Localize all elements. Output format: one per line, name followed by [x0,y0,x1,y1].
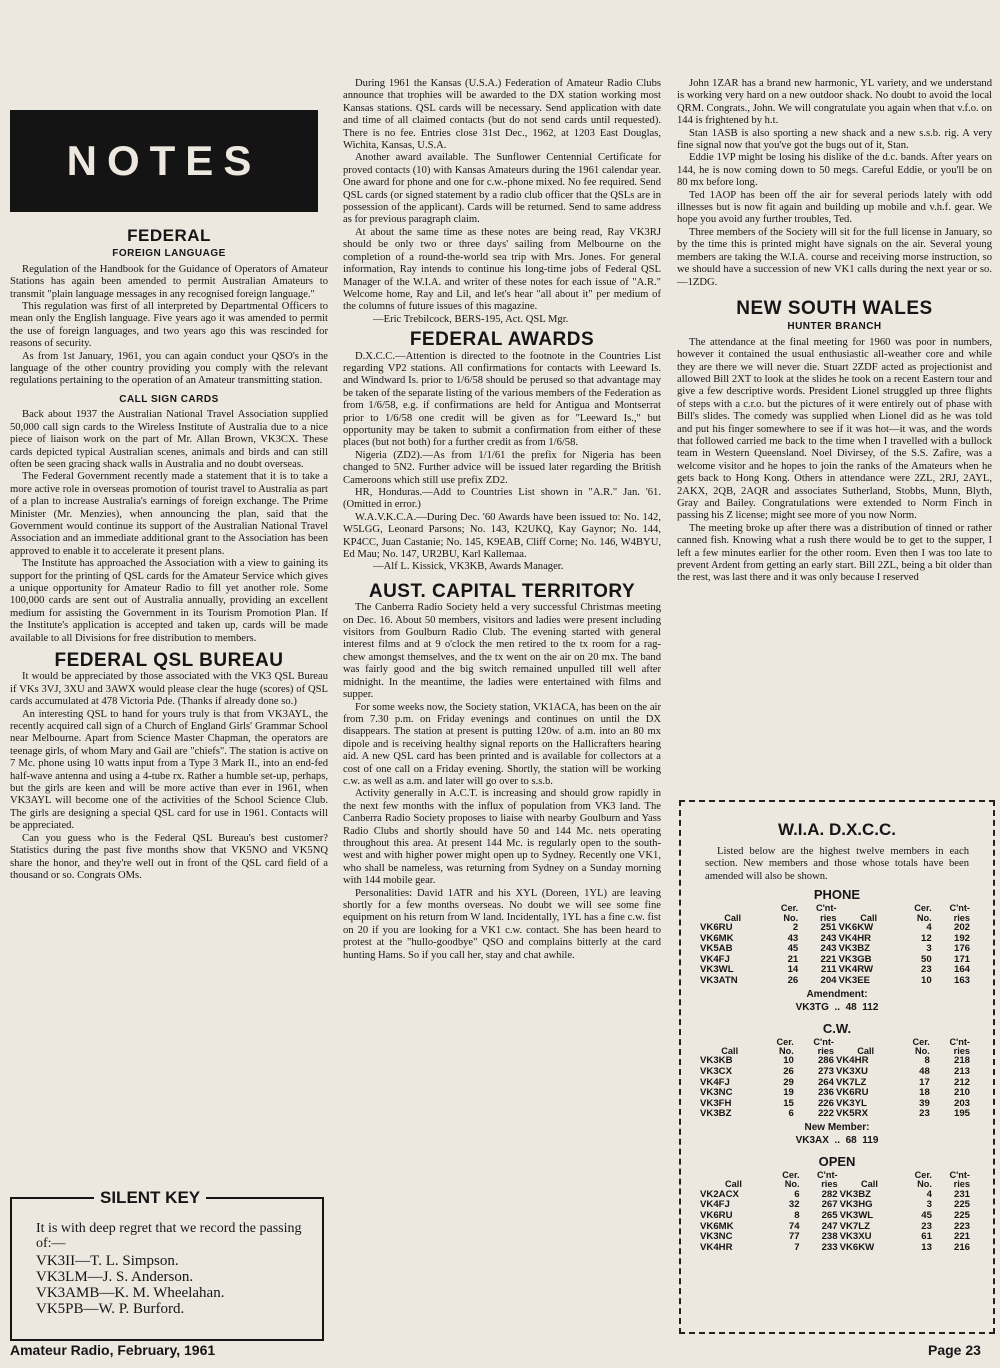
col-header-ries: ries [820,912,837,923]
countries-cell: 231 [953,1188,970,1200]
col-header-call: Call [861,1179,878,1190]
new-cer: 68 [845,1134,857,1146]
countries-cell: 211 [821,964,837,976]
new-call: VK3AX [795,1134,829,1146]
paragraph: Nigeria (ZD2).—As from 1/1/61 the prefix for Nigeria has been changed to 5N2. Further advice will be issued later regarding the British Cameroons which still use prefix ZD2. [343,449,661,486]
call-cell: VK3BZ [700,1108,732,1120]
cer-no-cell: 77 [788,1231,800,1243]
cer-no-cell: 26 [783,1066,794,1077]
countries-cell: 236 [817,1087,834,1099]
paragraph: D.X.C.C.—Attention is directed to the footnote in the Countries List regarding VP2 stations. All confirmations for contacts with Leeward Is. and Windward Is. prior to 1/6/58 should be perused so that advantage may be taken of the separate listing of the various members of the Federation as from 1/6/58, e.g. if confirmations are held for Antigua and Montserrat prior to 1/6/58 one credit will be given as for "Leeward Is.," but opportunity may be taken to submit a confirmation from either of these places (but not both) for a further credit as from 1/6/58. [343,350,662,449]
col-header-call: Call [860,912,878,923]
cer-no-cell: 6 [788,1108,794,1120]
silent-key-entry: VK3AMB—K. M. Wheelahan. [36,1285,225,1301]
cer-no-cell: 45 [921,1209,932,1221]
cer-no-cell: 3 [926,943,932,955]
col-header-no: No. [916,912,932,923]
cer-no-cell: 6 [794,1188,800,1200]
col-header-call: Call [721,1046,739,1056]
paragraph: Personalities: David 1ATR and his XYL (Doreen, 1YL) are leaving shortly for a few months overseas. No doubt we will see some fine equipment on his return from W land. Incidentally, 1YL has a fine c.w. fist on 20 if you are looking for a VK1 c.w. contact. She has been heard to protest at the "hullo-goodbye" QSO and complains bitterly at the card hunting Hams. So if you call her, stay and chat awhile. [343,887,661,961]
paragraph: At about the same time as these notes are being read, Ray VK3RJ should be only two or three days' sailing from Melbourne on the completion of a round-the-world sea trip with Mrs. Jones. For general information, Ray intends to continue his long-time jobs of Federal QSL Manager of the W.I.A. and writer of these notes for each issue of "A.R." Welcome home, Ray and Lil, and let's hear "all about it" per medium of the columns of future issues of this magazine. [343,226,661,313]
dxcc-title: W.I.A. D.X.C.C. [777,820,897,839]
cer-no-cell: 32 [788,1199,800,1211]
col-header-cnt: C'nt- [949,903,970,914]
subheading-foreign-language: FOREIGN LANGUAGE [112,248,226,260]
call-cell: VK3KB [700,1055,733,1067]
paragraph: The Canberra Radio Society held a very successful Christmas meeting on Dec. 16. About 50 members, visitors and ladies were present including visitors from Goulburn Radio Club. The evening started with general interest films and at 9 o'clock the men retired to the tx room for a rag-chew amongst themselves, and the tx went on the air on 20 mx. The band was fairly good and the big switch remained unpulled till well after midnight. In the meantime, the ladies were entertained with films and supper. [343,602,661,701]
table-row [699,1078,971,1089]
paragraph: Back about 1937 the Australian National Travel Association supplied 50,000 call sign cards to the Wireless Institute of Australia due to a nice piece of liaison work on the part of Mr. Allan Brown, VK3CX. These cards depicted typical Australian scenes, animals and birds and can still often be seen gracing shack walls in Australia and no doubt overseas. [10,409,328,470]
cer-no-cell: 4 [926,1188,932,1200]
amend-cer: 48 [845,1001,857,1013]
call-cell: VK3EE [838,975,870,986]
paragraph: The Institute has approached the Association with a view to gaining its support for the printing of QSL cards for the Amateur Service which gives a unique opportunity for Amateur Radio to fill yet another role. Some 100,000 cards are sent out of Australia annually, providing an excellent medium for assisting the Government in its Tourism Promotion Plan. If the Institute's application is accepted and taken up, cards will be made available to all Divisions for free distribution to members. [10,558,328,644]
table-row [699,1109,971,1120]
call-cell: VK3CX [700,1066,732,1077]
countries-cell: 221 [953,1231,970,1243]
call-cell: VK3WL [839,1209,874,1221]
paragraph: Eddie 1VP might be losing his dislike of the d.c. bands. After years on 144, he is now coming down to 50 megs. Careful Eddie, or you'll be on 80 mx before long. [677,152,992,189]
cer-no-cell: 12 [920,932,932,944]
cer-no-cell: 10 [920,975,932,986]
countries-cell: 223 [953,1220,970,1232]
col-header-no: No. [917,1179,932,1190]
amend-cnt: 112 [862,1001,879,1013]
cer-no-cell: 17 [919,1076,930,1088]
col-header-cer: Cer. [914,903,932,914]
call-cell: VK6MK [700,932,734,944]
countries-cell: 225 [953,1199,970,1211]
countries-cell: 273 [817,1066,834,1077]
table-row [699,1243,971,1254]
paragraph: The attendance at the final meeting for 1960 was poor in numbers, however it contained the usual enthusiastic all-weather core and while they are there we will never die. Stuart 2ZDF acted as projectionist and allowed Bill 2XT to look at the slides he took on a recent Eastern tour and give a few descriptive words. President Lionel struggled up three flights of steps with a c.r.o. but the pictures of it were entirely out of phase with Bill's slides. The comedy was supplied when Lionel did as he was told and put his finger somewhere to see if it was hot—it was, and the words that followed carried me back to the time when I travelled with a bullock team in Western Queensland. Noel Divirsey, of the S.S. Zafire, was a welcome visitor and he hopes to join the ranks of the Amateurs when he gets back to Hong Kong. Others in attendance were 2ZL, 2RJ, 2AYL, 2AKX, 2QB, 2AQR and associates Sutherland, Stobbs, Munn, Blyth, Gray and Bailey. Congratulations were extended to Norm Finch in passing his Z license; might see more of you now Norm. [677,336,992,522]
call-cell: VK6RU [700,922,733,934]
col-header-cnt: C'nt- [815,903,837,914]
cw-table [699,1038,971,1120]
column-1 [10,222,328,882]
new-member-label: New Member: [804,1121,870,1133]
countries-cell: 213 [953,1066,970,1077]
cer-no-cell: 15 [783,1097,794,1109]
heading-federal-awards: FEDERAL AWARDS [409,329,595,351]
call-cell: VK3GB [838,953,872,965]
call-cell: VK5AB [700,943,733,955]
countries-cell: 212 [953,1076,970,1088]
call-cell: VK3BZ [838,943,870,955]
heading-aust-capital-territory: AUST. CAPITAL TERRITORY [368,580,636,602]
new-cnt: 119 [862,1134,879,1146]
dxcc-intro: Listed below are the highest twelve members in each section. New members and those whose totals have been amended will also be shown. [705,846,969,882]
subheading-hunter-branch: HUNTER BRANCH [787,321,882,333]
cer-no-cell: 26 [787,975,799,986]
cer-no-cell: 21 [787,953,799,965]
col-header-cer: Cer. [780,903,799,914]
cer-no-cell: 13 [921,1241,932,1253]
silent-key-intro: It is with deep regret that we record the passing of:— [36,1221,302,1251]
countries-cell: 176 [953,943,970,955]
countries-cell: 265 [821,1209,838,1221]
open-table [699,1171,971,1253]
paragraph: During 1961 the Kansas (U.S.A.) Federation of Amateur Radio Clubs announce that trophies will be awarded to the DX station working most Kansas stations. QSL cards will be necessary. Send application with date and time of all claimed contacts (but do not send cards until requested). There is no fee. Entries close 31st Dec., 1962, at 1203 East Douglas, Wichita, Kansas, U.S.A. [343,78,661,152]
cer-no-cell: 29 [783,1076,794,1088]
countries-cell: 171 [953,953,970,965]
col-header-no: No. [915,1046,930,1056]
table-row [699,1067,971,1078]
paragraph: Three members of the Society will sit for the full license in January, so by the time this is printed might have signals on the air. Several young members are taking the W.I.A. course and receiving morse instruction, so we should have a succession of new VK1 calls during the next year or so.—1ZDG. [677,226,992,288]
cer-no-cell: 61 [921,1231,932,1243]
call-cell: VK6KW [839,1241,875,1253]
countries-cell: 222 [817,1108,834,1120]
cer-no-cell: 19 [783,1087,794,1099]
silent-key-box [10,1188,324,1341]
table-row [699,1099,971,1110]
paragraph: Another award available. The Sunflower Centennial Certificate for proved contacts (10) with Kansas Amateurs during the 1961 calendar year. One award for phone and one for c.w.-phone mixed. No fee required. Send QSL cards (or signed statement by a radio club officer that the QSLs are in possession of the applicant). Cards will be returned. Send to same address as for previous paragraph claim. [343,152,661,226]
call-cell: VK6MK [700,1220,734,1232]
countries-cell: 195 [953,1108,970,1120]
paragraph: Activity generally in A.C.T. is increasing and should grow rapidly in the next few months with the influx of population from VK3 land. The Canberra Radio Society proposes to liaise with nearby Goulburn and Yass Radio Clubs and shortly should have 50 and 144 Mc. nets operating throughout this area. At present 144 Mc. is regularly open to the south-west and with higher power might open up to Sydney. Recently one VK1, who shall be nameless, was returning from Sydney on a Sunday morning with 144 mobile gear. [343,788,661,887]
cer-no-cell: 18 [919,1087,930,1099]
call-cell: VK3XU [835,1066,868,1077]
countries-cell: 210 [953,1087,970,1099]
call-cell: VK4FJ [700,1076,730,1088]
notes-banner: NOTES [10,110,318,212]
countries-cell: 204 [820,975,837,986]
cer-no-cell: 8 [794,1209,800,1221]
table-row [699,1088,971,1099]
countries-cell: 192 [953,932,970,944]
col-header-no: No. [779,1046,794,1056]
phone-table [699,904,971,986]
countries-cell: 264 [817,1076,834,1088]
call-cell: VK3BZ [839,1188,872,1200]
col-header-cer: Cer. [782,1169,800,1180]
section-phone: PHONE [813,887,861,903]
countries-cell: 243 [820,943,837,955]
cer-no-cell: 8 [924,1055,930,1067]
countries-cell: 163 [953,975,970,986]
call-cell: VK4HR [835,1055,869,1067]
phone-rows [699,923,971,987]
call-cell: VK4HR [700,1241,733,1253]
col-header-ries: ries [953,912,970,923]
paragraph: For some weeks now, the Society station, VK1ACA, has been on the air from 7.30 p.m. on Friday evenings and continues on until the DX disappears. The station at present is putting 120w. of a.m. into an 80 mx dipole and is receiving healthy signal reports on the Hallicrafters hearing aid. A new QSL card has been printed and is available for collectors at a cost of one call on a Friday evening. Shortly, the station will be working c.w. as well as a.m. and later will go over to s.s.b. [343,701,661,787]
countries-cell: 267 [821,1199,838,1211]
paragraph: It would be appreciated by those associated with the VK3 QSL Bureau if VKs 3VJ, 3XU and 3AWX would please clear the huge (scores) of QSL cards accumulated at 478 Victoria Pde. (Thanks if already done so.) [10,671,328,708]
cer-no-cell: 45 [787,943,799,955]
signature: —Eric Trebilcock, BERS-195, Act. QSL Mgr. [373,313,569,325]
call-cell: VK4HR [838,932,872,944]
col-header-ries: ries [817,1046,834,1056]
signature: —Alf L. Kissick, VK3KB, Awards Manager. [373,561,564,573]
paragraph: Regulation of the Handbook for the Guidance of Operators of Amateur Stations has again been amended to permit Australian Amateurs to transmit "plain language messages in any recognised foreign language." [10,263,328,300]
cer-no-cell: 50 [920,953,932,965]
countries-cell: 233 [821,1241,838,1253]
table-row [699,1056,971,1067]
heading-federal: FEDERAL [127,226,211,245]
section-open: OPEN [818,1153,856,1169]
amend-call: VK3TG [795,1001,829,1013]
countries-cell: 282 [821,1188,838,1200]
amendment-label: Amendment: [806,988,868,1000]
countries-cell: 216 [953,1241,970,1253]
section-cw: C.W. [822,1020,852,1036]
countries-cell: 243 [820,932,837,944]
paragraph: As from 1st January, 1961, you can again conduct your QSO's in the language of the other country providing you comply with the relevant regulations pertaining to the operation of an Amateur transmitting station. [10,350,328,387]
dxcc-box [679,800,995,1334]
silent-key-entry: VK3LM—J. S. Anderson. [36,1269,194,1285]
cer-no-cell: 14 [787,964,799,976]
countries-cell: 221 [820,953,837,965]
paragraph: Ted 1AOP has been off the air for several periods lately with odd illnesses but is now fit again and building up mobile and v.h.f. gear. We hope you avoid any further troubles, Ted. [677,189,992,226]
paragraph: This regulation was first of all interpreted by Departmental Officers to mean only the English language. Five years ago it was amended to permit the use of foreign languages, and two years ago this was rescinded for reasons of security. [10,301,328,350]
silent-key-entry: VK5PB—W. P. Burford. [36,1301,185,1317]
countries-cell: 203 [953,1097,970,1109]
new-member-entry: VK3AX .. 68 119 [795,1134,879,1146]
column-3 [677,78,992,585]
call-cell: VK6KW [838,922,874,934]
cer-no-cell: 2 [792,922,799,934]
cw-rows [699,1056,971,1120]
paragraph: The Federal Government recently made a statement that it is to take a more active role in overseas promotion of tourist travel to Australia as part of a plan to increase Australia's earnings of foreign exchange. The Prime Minister (Mr. Menzies), when announcing the plan, said that the Government would continue its support of the Australian National Travel Association and an immediate additional grant to the Association has been approved to enable it to accelerate it present plans. [10,471,328,557]
footer-publication: Amateur Radio, February, 1961 [10,1342,216,1358]
col-header-ries: ries [821,1179,838,1190]
cer-no-cell: 10 [783,1055,794,1067]
cer-no-cell: 3 [926,1199,932,1211]
call-cell: VK3YL [835,1097,867,1109]
paragraph: John 1ZAR has a brand new harmonic, YL variety, and we understand is working very hard on a new outdoor shack. No doubt to avoid the local QRM. Congrats., John. We will congratulate you again when that v.f.o. on 144 is frightened by h.t. [677,78,992,127]
footer-page-number: Page 23 [928,1342,981,1358]
call-cell: VK4RW [838,964,874,976]
countries-cell: 238 [821,1231,838,1243]
col-header-cer: Cer. [912,1036,930,1047]
call-cell: VK4FJ [700,1199,730,1211]
paragraph: An interesting QSL to hand for yours truly is that from VK3AYL, the recently acquired call sign of a Church of England Girls' Grammar School near Melbourne. Apart from Science Master Chapman, the operators are teenage girls, of whom Mary and Gail are "chiefs". The station is active on 7 Mc. phone using 10 watts input from a Type 3 Mark II., into an end-fed half-wave antenna and using a 4-tube rx. Rather a humble set-up, perhaps, but the girls are keen and will be more active than ever in 1961, when VK3AYL will become one of the activities of the School Science Club. The girls are designing a special QSL card for use in 1961. Contacts will be appreciated. [10,708,328,832]
paragraph: W.A.V.K.C.A.—During Dec. '60 Awards have been issued to: No. 142, W5LGG, Leonard Parsons; No. 143, K2UKQ, Kay Gaynor; No. 144, KP4CC, Juan Castanie; No. 145, K9EAB, Cliff Corne; No. 146, W4BYU, Ed Mau; No. 147, UR2BU, Karl Kallemaa. [343,511,661,561]
call-cell: VK6RU [700,1209,733,1221]
paragraph: HR, Honduras.—Add to Countries List shown in "A.R." Jan. '61. (Omitted in error.) [343,487,661,511]
call-cell: VK2ACX [700,1188,739,1200]
call-cell: VK3NC [700,1087,733,1099]
countries-cell: 202 [953,922,970,934]
amendment-entry: VK3TG .. 48 112 [795,1001,879,1013]
paragraph: The meeting broke up after there was a distribution of tinned or rather canned fish. Knowing what a rush there would be to get to the supper, I left a few minutes earlier for the other room. Even then I was too late to prevent Ardent from getting an early start. Bill 2ZL, being a bit older than the rest, was last there and it was only because I reserved [677,522,992,584]
col-header-no: No. [783,912,799,923]
call-cell: VK3WL [700,964,734,976]
countries-cell: 218 [953,1055,970,1067]
countries-cell: 247 [821,1220,838,1232]
countries-cell: 226 [817,1097,834,1109]
call-cell: VK4FJ [700,953,730,965]
cer-no-cell: 43 [787,932,799,944]
call-cell: VK3ATN [700,975,738,986]
heading-federal-qsl-bureau: FEDERAL QSL BUREAU [54,650,284,671]
cer-no-cell: 4 [926,922,932,934]
col-header-no: No. [784,1179,800,1190]
cer-no-cell: 39 [919,1097,930,1109]
col-header-cnt: C'nt- [817,1169,838,1180]
call-cell: VK5RX [835,1108,868,1120]
countries-cell: 225 [953,1209,970,1221]
heading-new-south-wales: NEW SOUTH WALES [736,297,933,319]
paragraph: Can you guess who is the Federal QSL Bureau's best customer? Statistics during the past five months show that VK5NO and VK5NQ share the honor, and they're well out in front of the QSL card field of a thousand or so. Congrats OMs. [10,832,328,881]
paragraph: Stan 1ASB is also sporting a new shack and a new s.s.b. rig. A very fine signal now that you've got the bugs out of it, Stan. [677,127,992,152]
col-header-cer: Cer. [914,1169,932,1180]
col-header-cnt: C'nt- [949,1036,970,1047]
col-header-cnt: C'nt- [949,1169,970,1180]
call-cell: VK3XU [839,1231,872,1243]
silent-key-title: SILENT KEY [94,1188,206,1208]
call-cell: VK3NC [700,1231,733,1243]
cer-no-cell: 23 [919,1108,930,1120]
subheading-call-sign-cards: CALL SIGN CARDS [119,393,219,405]
call-cell: VK3FH [700,1097,732,1109]
countries-cell: 164 [953,964,970,976]
cer-no-cell: 7 [794,1241,800,1253]
column-2 [343,78,661,962]
call-cell: VK6RU [835,1087,869,1099]
cer-no-cell: 23 [920,964,932,976]
call-cell: VK7LZ [835,1076,867,1088]
col-header-call: Call [724,912,742,923]
countries-cell: 286 [817,1055,834,1067]
table-row [699,1211,971,1222]
col-header-call: Call [725,1179,742,1190]
table-row [699,976,971,987]
col-header-cer: Cer. [776,1036,794,1047]
open-rows [699,1190,971,1254]
countries-cell: 251 [820,922,837,934]
cer-no-cell: 23 [921,1220,932,1232]
cer-no-cell: 74 [788,1220,800,1232]
silent-key-entry: VK3II—T. L. Simpson. [36,1253,179,1269]
cer-no-cell: 48 [919,1066,930,1077]
call-cell: VK7LZ [839,1220,870,1232]
col-header-call: Call [857,1046,875,1056]
col-header-ries: ries [953,1179,970,1190]
col-header-ries: ries [953,1046,970,1056]
col-header-cnt: C'nt- [813,1036,834,1047]
call-cell: VK3HG [839,1199,873,1211]
